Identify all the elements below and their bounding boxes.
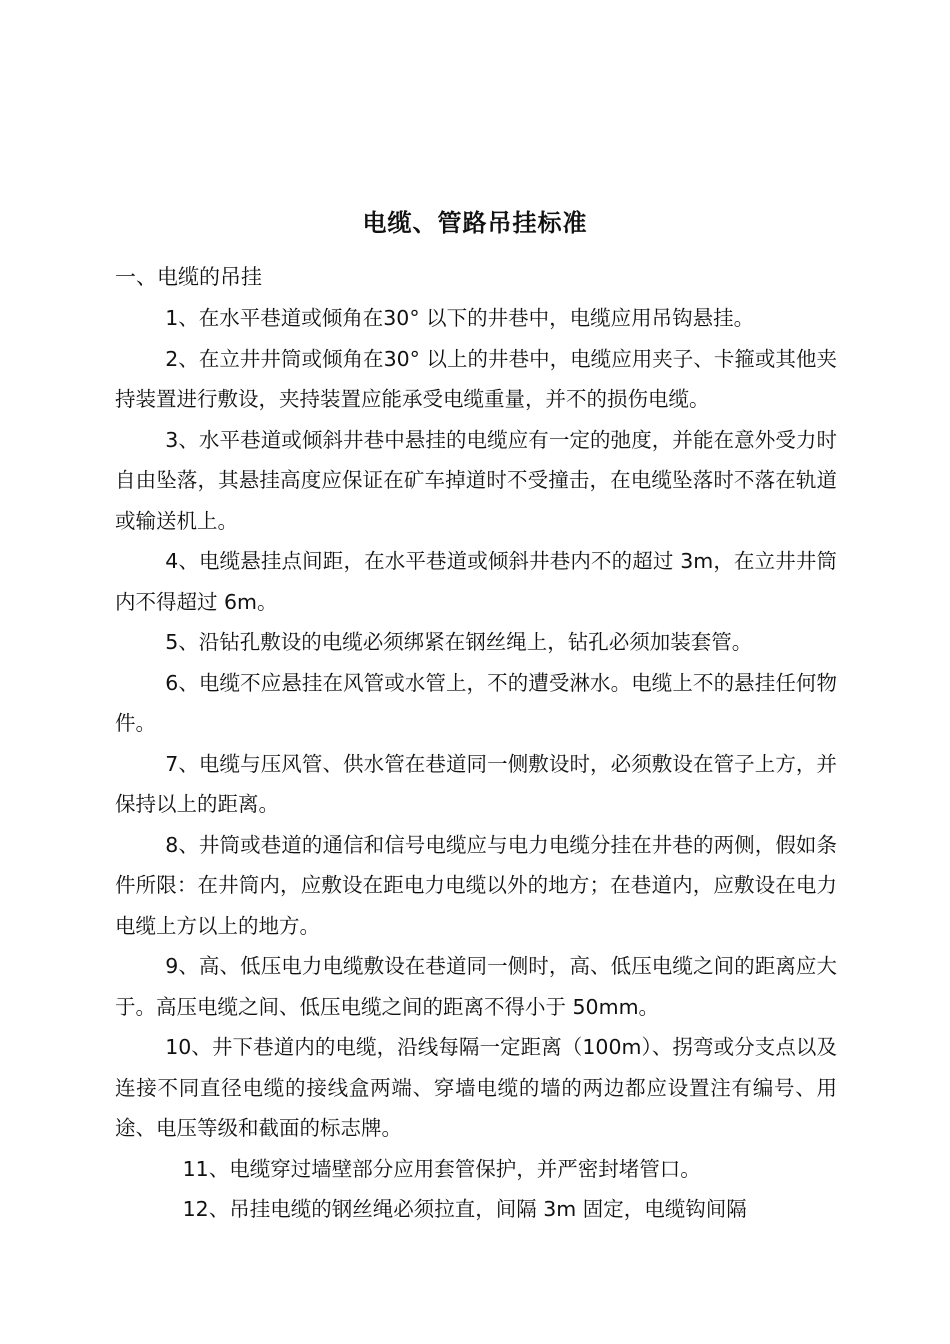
paragraph-4: 4、电缆悬挂点间距，在水平巷道或倾斜井巷内不的超过 3m，在立井井筒内不得超过 6m。 xyxy=(115,549,837,614)
paragraph-6: 6、电缆不应悬挂在风管或水管上，不的遭受淋水。电缆上不的悬挂任何物件。 xyxy=(115,670,837,735)
paragraph-8: 8、井筒或巷道的通信和信号电缆应与电力电缆分挂在井巷的两侧，假如条件所限：在井筒内，应敷设在距电力电缆以外的地方；在巷道内，应敷设在电力电缆上方以上的地方。 xyxy=(115,832,837,938)
paragraph-1: 1、在水平巷道或倾角在30° 以下的井巷中，电缆应用吊钩悬挂。 xyxy=(165,306,755,330)
paragraph-3: 3、水平巷道或倾斜井巷中悬挂的电缆应有一定的弛度，并能在意外受力时自由坠落，其悬挂高度应保证在矿车掉道时不受撞击，在电缆坠落时不落在轨道或输送机上。 xyxy=(115,427,837,533)
paragraph-5: 5、沿钻孔敷设的电缆必须绑紧在钢丝绳上，钻孔必须加装套管。 xyxy=(165,630,753,654)
document-title: 电缆、管路吊挂标准 xyxy=(362,209,588,237)
paragraph-9: 9、高、低压电力电缆敷设在巷道同一侧时，高、低压电缆之间的距离应大于。高压电缆之间、低压电缆之间的距离不得小于 50mm。 xyxy=(115,954,837,1019)
paragraph-10: 10、井下巷道内的电缆，沿线每隔一定距离（100m）、拐弯或分支点以及连接不同直径电缆的接线盒两端、穿墙电缆的墙的两边都应设置注有编号、用途、电压等级和截面的标志牌。 xyxy=(115,1035,837,1140)
paragraph-11: 11、电缆穿过墙壁部分应用套管保护，并严密封堵管口。 xyxy=(182,1156,701,1181)
paragraph-7: 7、电缆与压风管、供水管在巷道同一侧敷设时，必须敷设在管子上方，并保持以上的距离。 xyxy=(115,751,837,816)
body-text xyxy=(115,298,837,1230)
paragraph-2: 2、在立井井筒或倾角在30° 以上的井巷中，电缆应用夹子、卡箍或其他夹持装置进行敷设，夹持装置应能承受电缆重量，并不的损伤电缆。 xyxy=(115,346,837,411)
paragraph-12: 12、吊挂电缆的钢丝绳必须拉直，间隔 3m 固定，电缆钩间隔 xyxy=(182,1197,747,1221)
section-heading: 一、电缆的吊挂 xyxy=(115,265,262,289)
